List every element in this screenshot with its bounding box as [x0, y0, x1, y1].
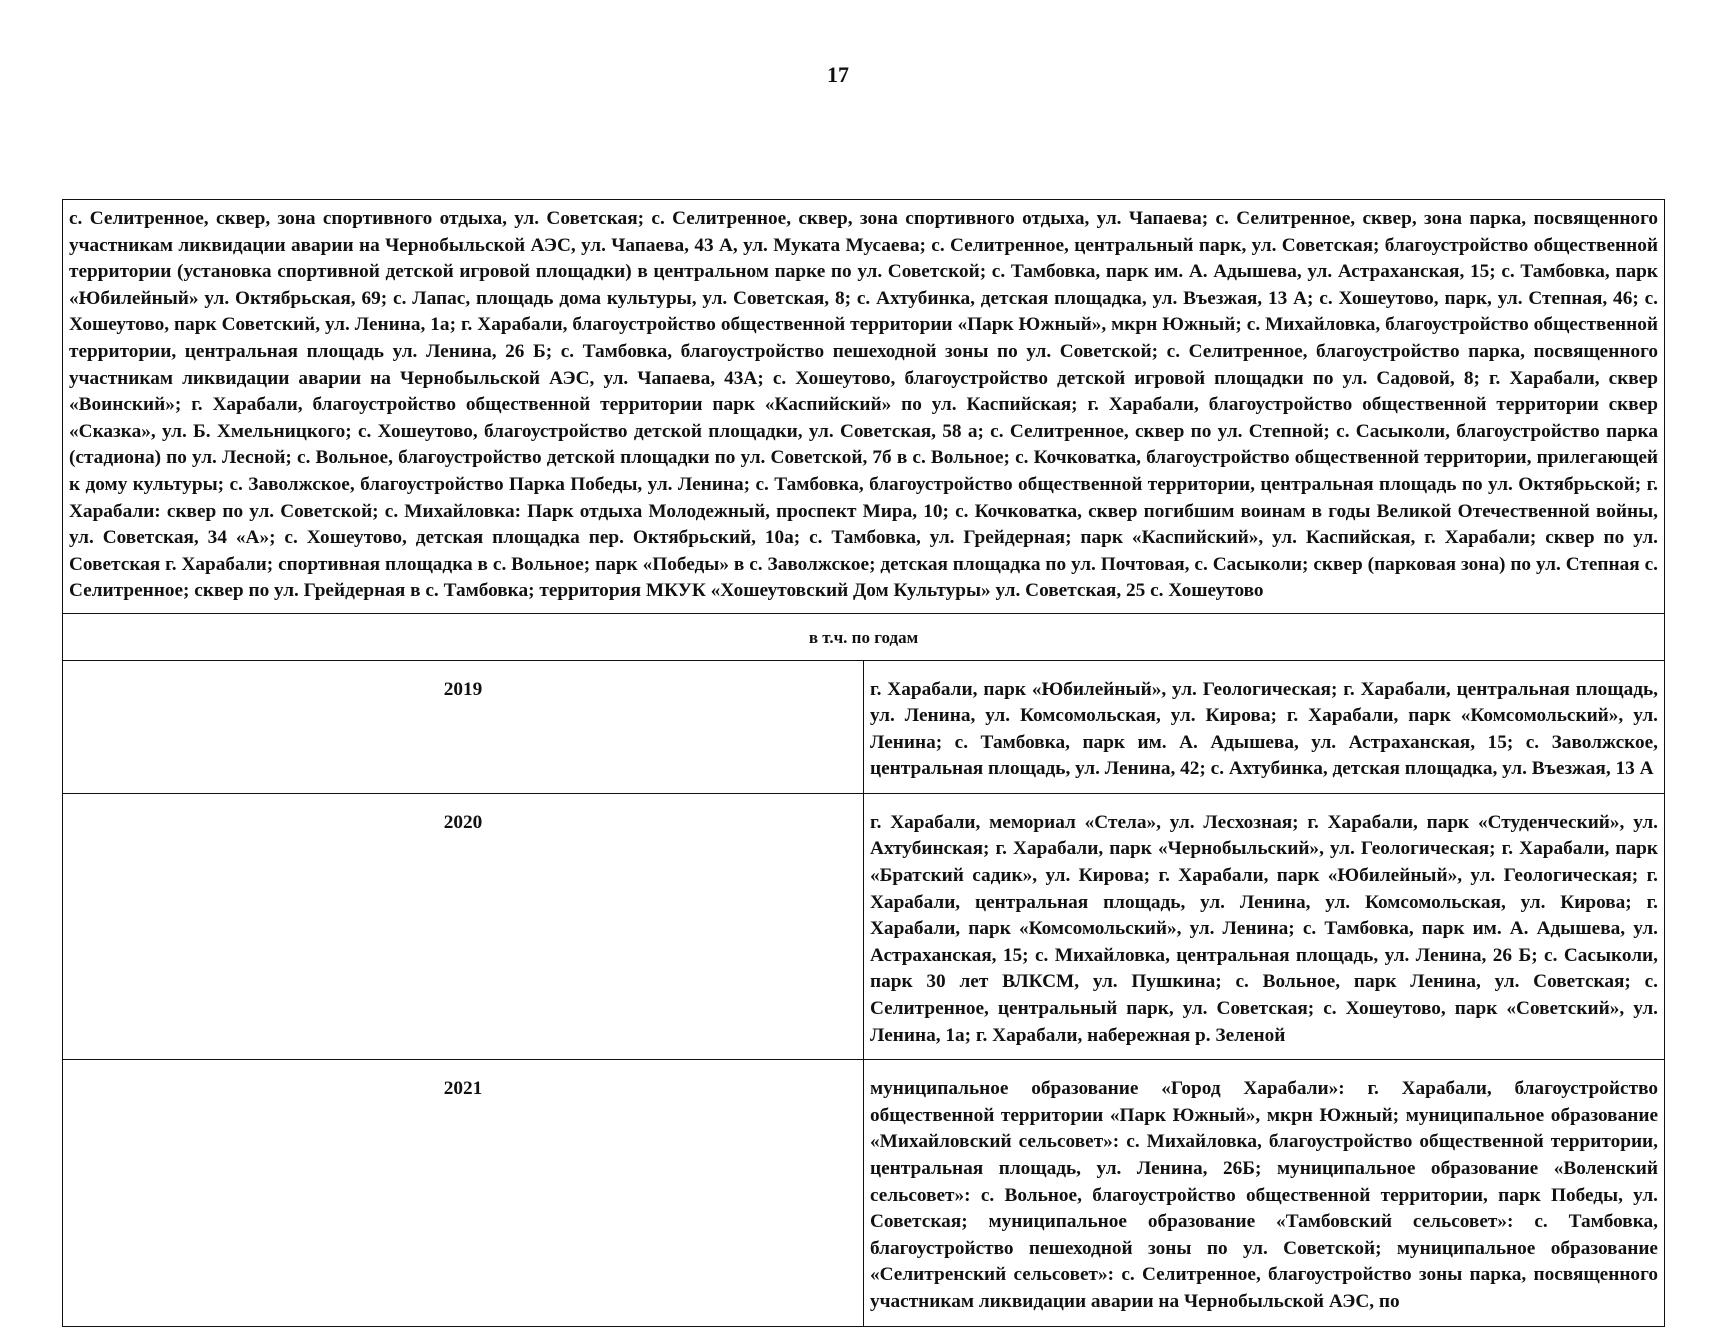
table-row: [63, 660, 1665, 793]
table-row: [63, 1060, 1665, 1326]
table-row-subheader: [63, 613, 1665, 660]
table-row: [63, 793, 1665, 1059]
year-description-cell: г. Харабали, парк «Юбилейный», ул. Геологическая; г. Харабали, центральная площадь, ул. Ленина, ул. Комсомольская, ул. Кирова; г. Харабали, парк «Комсомольский», ул. Ленина; с. Тамбовка, парк им. А. Адышева, ул. Астраханская, 15; с. Заволжское, центральная площадь, ул. Ленина, 42; с. Ахтубинка, детская площадка, ул. Въезжая, 13 А: [864, 660, 1665, 793]
page-number: 17: [827, 62, 849, 87]
year-cell: 2021: [63, 1060, 864, 1326]
main-description-cell: с. Селитренное, сквер, зона спортивного отдыха, ул. Советская; с. Селитренное, сквер, зона спортивного отдыха, ул. Чапаева; с. Селитренное, сквер, зона парка, посвященного участникам ликвидации аварии на Чернобыльской АЭС, ул. Чапаева, 43 А, ул. Муката Мусаева; с. Селитренное, центральный парк, ул. Советская; благоустройство общественной территории (установка спортивной детской игровой площадки) в центральном парке по ул. Советской; с. Тамбовка, парк им. А. Адышева, ул. Астраханская, 15; с. Тамбовка, парк «Юбилейный» ул. Октябрьская, 69; с. Лапас, площадь дома культуры, ул. Советская, 8; с. Ахтубинка, детская площадка, ул. Въезжая, 13 А; с. Хошеутово, парк, ул. Степная, 46; с. Хошеутово, парк Советский, ул. Ленина, 1а; г. Харабали, благоустройство общественной территории «Парк Южный», мкрн Южный; с. Михайловка, благоустройство общественной территории, центральная площадь ул. Ленина, 26 Б; с. Тамбовка, благоустройство пешеходной зоны по ул. Советской; с. Селитренное, благоустройство парка, посвященного участникам ликвидации аварии на Чернобыльской АЭС, ул. Чапаева, 43А; с. Хошеутово, благоустройство детской игровой площадки по ул. Садовой, 8; г. Харабали, сквер «Воинский»; г. Харабали, благоустройство общественной территории парк «Каспийский» по ул. Каспийская; г. Харабали, благоустройство общественной территории сквер «Сказка», ул. Б. Хмельницкого; с. Хошеутово, благоустройство детской площадки, ул. Советская, 58 а; с. Селитренное, сквер по ул. Степной; с. Сасыколи, благоустройство парка (стадиона) по ул. Лесной; с. Вольное, благоустройство детской площадки по ул. Советской, 7б в с. Вольное; с. Кочковатка, благоустройство общественной территории, прилегающей к дому культуры; с. Заволжское, благоустройство Парка Победы, ул. Ленина; с. Тамбовка, благоустройство общественной территории, центральная площадь по ул. Октябрьской; г. Харабали: сквер по ул. Советской; с. Михайловка: Парк отдыха Молодежный, проспект Мира, 10; с. Кочковатка, сквер погибшим воинам в годы Великой Отечественной войны, ул. Советская, 34 «А»; с. Хошеутово, детская площадка пер. Октябрьский, 10а; с. Тамбовка, ул. Грейдерная; парк «Каспийский», ул. Каспийская, г. Харабали; сквер по ул. Советская г. Харабали; спортивная площадка в с. Вольное; парк «Победы» в с. Заволжское; детская площадка по ул. Почтовая, с. Сасыколи; сквер (парковая зона) по ул. Степная с. Селитренное; сквер по ул. Грейдерная в с. Тамбовка; территория МКУК «Хошеутовский Дом Культуры» ул. Советская, 25 с. Хошеутово: [63, 200, 1665, 614]
year-description-cell: г. Харабали, мемориал «Стела», ул. Лесхозная; г. Харабали, парк «Студенческий», ул. Ахтубинская; г. Харабали, парк «Чернобыльский», ул. Геологическая; г. Харабали, парк «Братский садик», ул. Кирова; г. Харабали, парк «Юбилейный», ул. Геологическая; г. Харабали, центральная площадь, ул. Ленина, ул. Комсомольская, ул. Кирова; г. Харабали, парк «Комсомольский», ул. Ленина; с. Тамбовка, парк им. А. Адышева, ул. Астраханская, 15; с. Михайловка, центральная площадь, ул. Ленина, 26 Б; с. Сасыколи, парк 30 лет ВЛКСМ, ул. Пушкина; с. Вольное, парк Ленина, ул. Советская; с. Селитренное, центральный парк, ул. Советская; с. Хошеутово, парк «Советский», ул. Ленина, 1а; г. Харабали, набережная р. Зеленой: [864, 793, 1665, 1059]
by-years-subheader: в т.ч. по годам: [63, 613, 1665, 660]
table-row-main: [63, 200, 1665, 614]
year-cell: 2019: [63, 660, 864, 793]
year-description-cell: муниципальное образование «Город Харабали»: г. Харабали, благоустройство общественной территории «Парк Южный», мкрн Южный; муниципальное образование «Михайловский сельсовет»: с. Михайловка, благоустройство общественной территории, центральная площадь, ул. Ленина, 26Б; муниципальное образование «Воленский сельсовет»: с. Вольное, благоустройство общественной территории, парк Победы, ул. Советская; муниципальное образование «Тамбовский сельсовет»: с. Тамбовка, благоустройство пешеходной зоны по ул. Советской; муниципальное образование «Селитренский сельсовет»: с. Селитренное, благоустройство зоны парка, посвященного участникам ликвидации аварии на Чернобыльской АЭС, по: [864, 1060, 1665, 1326]
year-cell: 2020: [63, 793, 864, 1059]
objects-table: [62, 199, 1665, 1327]
